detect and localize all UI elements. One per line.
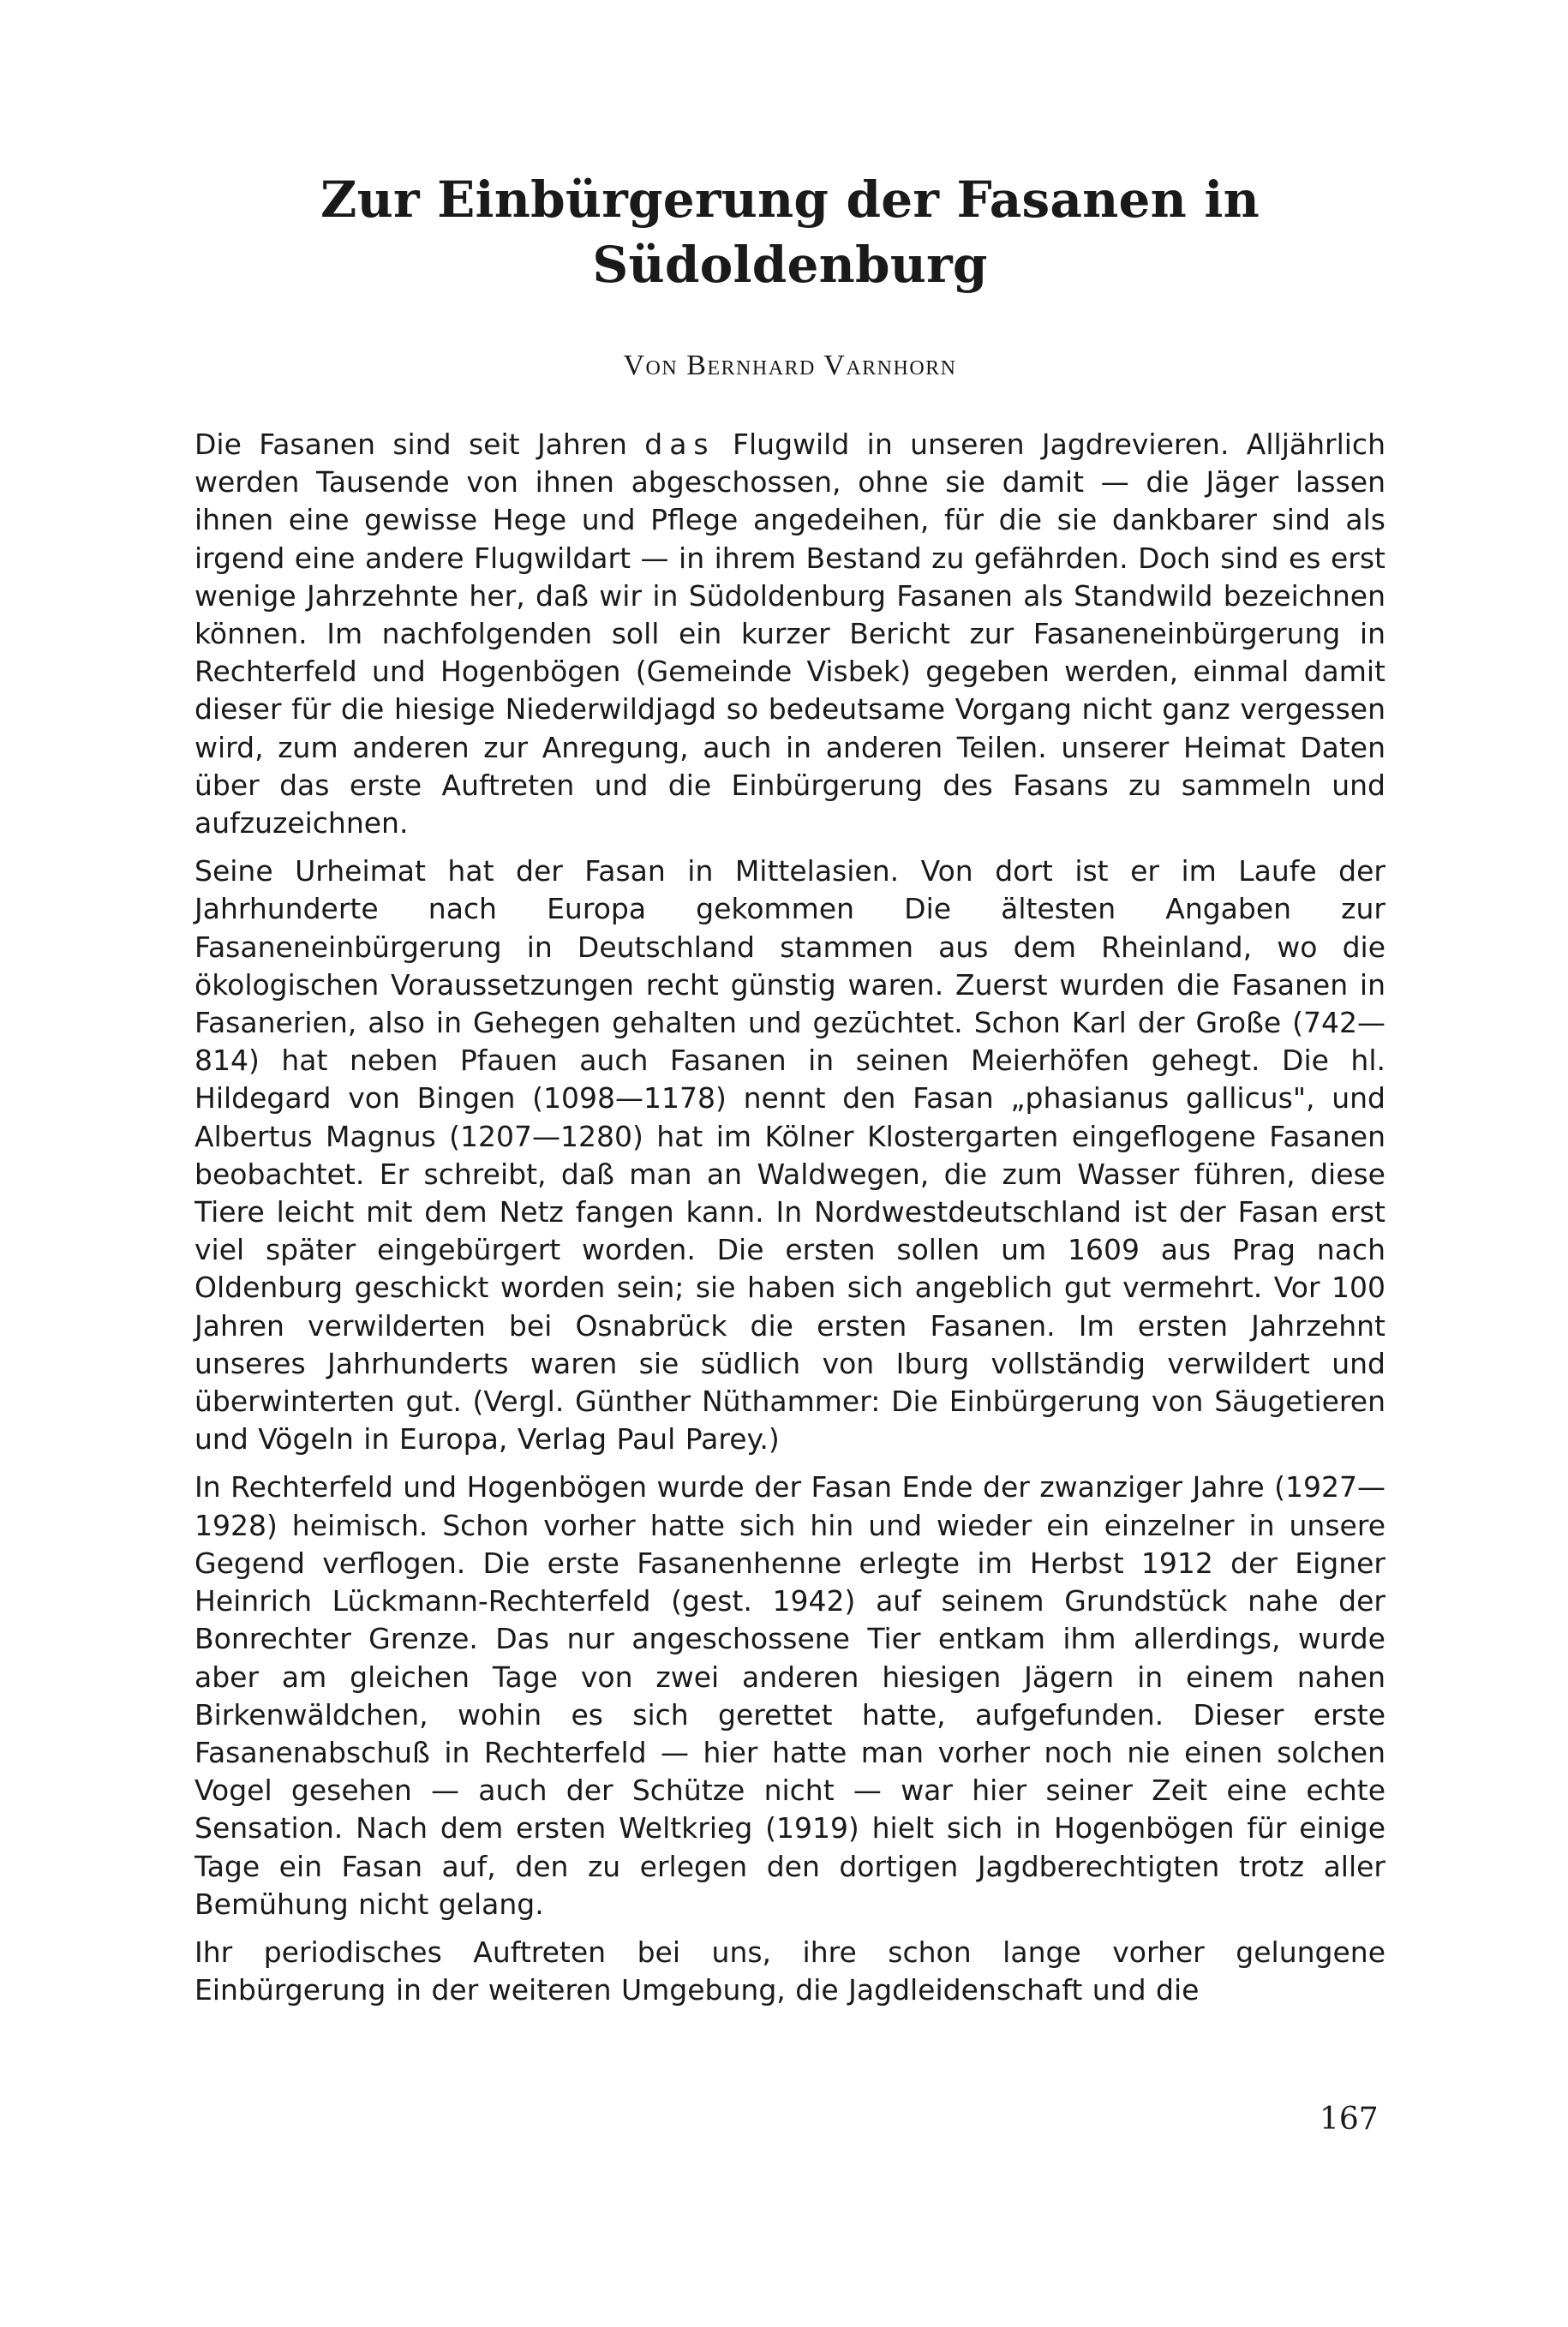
paragraph-3: In Rechterfeld und Hogenbögen wurde der Fasan Ende der zwanziger Jahre (1927—1928) heimisch. Schon vorher hatte sich hin und wieder ein einzelner in unsere Gegend verflogen. Die erste Fasanenhenne erlegte im Herbst 1912 der Eigner Heinrich Lückmann-Rechterfeld (gest. 1942) auf seinem Grundstück nahe der Bonrechter Grenze. Das nur angeschossene Tier entkam ihm allerdings, wurde aber am gleichen Tage von zwei anderen hiesigen Jägern in einem nahen Birkenwäldchen, wohin es sich gerettet hatte, aufgefunden. Dieser erste Fasanenabschuß in Rechterfeld — hier hatte man vorher noch nie einen solchen Vogel gesehen — auch der Schütze nicht — war hier seiner Zeit eine echte Sensation. Nach dem ersten Weltkrieg (1919) hielt sich in Hogenbögen für einige Tage ein Fasan auf, den zu erlegen den dortigen Jagdberechtigten trotz aller Bemühung nicht gelang. xyxy=(195,1470,1385,1921)
paragraph-1 xyxy=(195,426,1385,842)
paragraph-4: Ihr periodisches Auftreten bei uns, ihre schon lange vorher gelungene Einbürgerung in der weiteren Umgebung, die Jagdleidenschaft und die xyxy=(195,1935,1385,2007)
author-byline: Von Bernhard Varnhorn xyxy=(623,350,957,381)
article-body xyxy=(195,426,1385,2009)
article xyxy=(195,167,1385,2009)
emphasis-das: das xyxy=(644,428,715,461)
page-number: 167 xyxy=(1320,2102,1379,2137)
article-title: Zur Einbürgerung der Fasanen in Südoldenburg xyxy=(320,170,1260,294)
paragraph-1-start: Die Fasanen sind seit Jahren xyxy=(195,428,645,461)
paragraph-2: Seine Urheimat hat der Fasan in Mittelasien. Von dort ist er im Laufe der Jahrhunderte nach Europa gekommen Die ältesten Angaben zur Fasaneneinbürgerung in Deutschland stammen aus dem Rheinland, wo die ökologischen Voraussetzungen recht günstig waren. Zuerst wurden die Fasanen in Fasanerien, also in Gehegen gehalten und gezüchtet. Schon Karl der Große (742—814) hat neben Pfauen auch Fasanen in seinen Meierhöfen gehegt. Die hl. Hildegard von Bingen (1098—1178) nennt den Fasan „phasianus gallicus", und Albertus Magnus (1207—1280) hat im Kölner Klostergarten eingeflogene Fasanen beobachtet. Er schreibt, daß man an Waldwegen, die zum Wasser führen, diese Tiere leicht mit dem Netz fangen kann. In Nordwestdeutschland ist der Fasan erst viel später eingebürgert worden. Die ersten sollen um 1609 aus Prag nach Oldenburg geschickt worden sein; sie haben sich angeblich gut vermehrt. Vor 100 Jahren verwilderten bei Osnabrück die ersten Fasanen. Im ersten Jahrzehnt unseres Jahrhunderts waren sie südlich von Iburg vollständig verwildert und überwinterten gut. (Vergl. Günther Nüthammer: Die Einbürgerung von Säugetieren und Vögeln in Europa, Verlag Paul Parey.) xyxy=(195,854,1385,1457)
paragraph-1-rest: Flugwild in unseren Jagdrevieren. Alljährlich werden Tausende von ihnen abgeschossen, ohne sie damit — die Jäger lassen ihnen eine gewisse Hege und Pflege angedeihen, für die sie dankbarer sind als irgend eine andere Flugwildart — in ihrem Bestand zu gefährden. Doch sind es erst wenige Jahrzehnte her, daß wir in Südoldenburg Fasanen als Standwild bezeichnen können. Im nachfolgenden soll ein kurzer Bericht zur Fasaneneinbürgerung in Rechterfeld und Hogenbögen (Gemeinde Visbek) gegeben werden, einmal damit dieser für die hiesige Niederwildjagd so bedeutsame Vorgang nicht ganz vergessen wird, zum anderen zur Anregung, auch in anderen Teilen. unserer Heimat Daten über das erste Auftreten und die Einbürgerung des Fasans zu sammeln und aufzuzeichnen. xyxy=(195,428,1385,840)
